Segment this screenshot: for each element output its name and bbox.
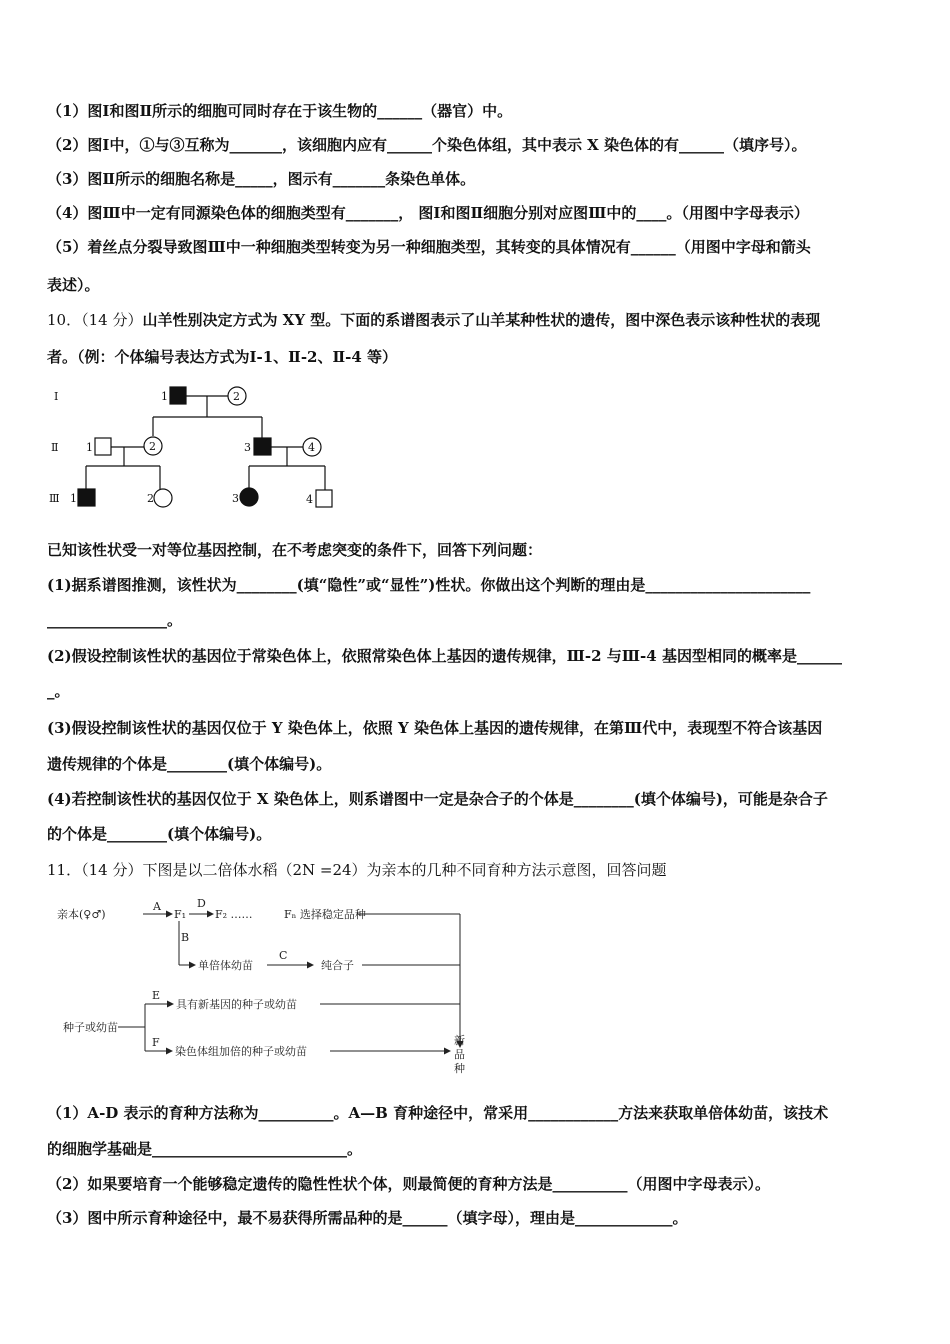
q11-stem: 下图是以二倍体水稻（2N =24）为亲本的几种不同育种方法示意图，回答问题: [142, 861, 667, 879]
q10-stem: 山羊性别决定方式为 XY 型。下面的系谱图表示了山羊某种性状的遗传，图中深色表示该种性状的表现: [142, 311, 821, 329]
II-3-affected-male: [254, 438, 271, 455]
q10-heading-line2: 者。（例：个体编号表达方式为Ⅰ-1、Ⅱ-2、Ⅱ-4 等）: [47, 348, 398, 366]
gen-I-label: Ⅰ: [54, 390, 59, 403]
q11-part2: （2）如果要培育一个能够稳定遗传的隐性性状个体，则最简便的育种方法是__________（用图中字母表示）。: [47, 1175, 770, 1193]
label-A: A: [153, 900, 161, 913]
II-3-number: 3: [244, 441, 251, 454]
pure-line: 纯合子: [321, 959, 354, 972]
III-3-affected-female: [240, 488, 258, 506]
I-1-affected-male: [170, 387, 186, 404]
III-4-number: 4: [306, 493, 313, 506]
III-1-affected-male: [78, 489, 95, 506]
q10-sub4-line1: (4)若控制该性状的基因仅位于 X 染色体上，则系谱图中一定是杂合子的个体是________(填个体编号)，可能是杂合子: [47, 790, 828, 808]
label-Fn: Fₙ 选择稳定品种: [284, 908, 366, 921]
new-gene-seedling: 具有新基因的种子或幼苗: [176, 998, 297, 1011]
breeding-diagram: [55, 893, 485, 1078]
label-F1: F₁: [174, 908, 187, 921]
q11-part1-line2: 的细胞学基础是__________________________。: [47, 1140, 363, 1158]
label-B: B: [181, 931, 190, 944]
III-1-number: 1: [70, 492, 77, 505]
q11-heading: [47, 859, 667, 880]
I-2-number: 2: [233, 390, 240, 403]
label-F2: F₂ ……: [215, 908, 253, 921]
q10-sub2-line1: (2)假设控制该性状的基因位于常染色体上，依照常染色体上基因的遗传规律，Ⅲ-2 与Ⅲ-4 基因型相同的概率是______: [47, 647, 842, 665]
q10-sub3-line2: 遗传规律的个体是________(填个体编号)。: [47, 755, 332, 773]
pedigree-chart: [40, 380, 360, 520]
parent-label: 亲本(♀♂): [57, 908, 106, 921]
III-3-number: 3: [232, 492, 239, 505]
q10-sub4-line2: 的个体是________(填个体编号)。: [47, 825, 272, 843]
q9-part4: （4）图Ⅲ中一定有同源染色体的细胞类型有_______， 图Ⅰ和图Ⅱ细胞分别对应图Ⅲ中的____。（用图中字母表示）: [47, 204, 809, 222]
q10-sub2-line2: _。: [47, 682, 70, 700]
q10-intro: 已知该性状受一对等位基因控制，在不考虑突变的条件下，回答下列问题：: [47, 541, 543, 559]
q9-part3: （3）图Ⅱ所示的细胞名称是_____，图示有_______条染色单体。: [47, 170, 476, 188]
q11-part1-line1: （1）A-D 表示的育种方法称为__________。A—B 育种途径中，常采用____________方法来获取单倍体幼苗，该技术: [47, 1104, 829, 1122]
q9-part5-line1: （5）着丝点分裂导致图Ⅲ中一种细胞类型转变为另一种细胞类型，其转变的具体情况有______（用图中字母和箭头: [47, 238, 811, 256]
III-2-number: 2: [147, 492, 154, 505]
II-1-number: 1: [86, 441, 93, 454]
III-2-female: [154, 489, 172, 507]
q9-part1: （1）图Ⅰ和图Ⅱ所示的细胞可同时存在于该生物的______（器官）中。: [47, 102, 513, 120]
seed-or-seedling: 种子或幼苗: [63, 1021, 118, 1034]
II-1-male: [95, 438, 111, 455]
label-D: D: [197, 897, 206, 910]
q11-part3: （3）图中所示育种途径中，最不易获得所需品种的是______（填字母），理由是_____________。: [47, 1209, 688, 1227]
q9-part2: （2）图Ⅰ中，①与③互称为_______，该细胞内应有______个染色体组，其中表示 X 染色体的有______（填序号）。: [47, 136, 807, 154]
doubled-seedling: 染色体组加倍的种子或幼苗: [175, 1045, 307, 1058]
gen-II-label: Ⅱ: [51, 441, 59, 454]
gen-III-label: Ⅲ: [49, 492, 60, 505]
label-C: C: [279, 949, 288, 962]
label-E: E: [152, 989, 161, 1002]
new-variety-char-2: 品: [454, 1048, 465, 1061]
II-2-number: 2: [149, 440, 156, 453]
q10-sub3-line1: (3)假设控制该性状的基因仅位于 Y 染色体上，依照 Y 染色体上基因的遗传规律，在第Ⅲ代中，表现型不符合该基因: [47, 719, 823, 737]
q10-heading: [47, 309, 820, 330]
label-F: F: [152, 1036, 160, 1049]
haploid-seedling: 单倍体幼苗: [198, 959, 253, 972]
q9-part5-line2: 表述）。: [47, 276, 100, 294]
q10-sub1-line1: (1)据系谱图推测，该性状为________(填“隐性”或“显性”)性状。你做出这个判断的理由是______________________: [47, 576, 811, 594]
q10-sub1-line2: ________________。: [47, 611, 183, 629]
III-4-male: [316, 490, 332, 507]
new-variety-char-1: 新: [454, 1034, 465, 1047]
I-1-number: 1: [161, 390, 168, 403]
new-variety-char-3: 种: [454, 1062, 465, 1075]
q10-number: 10．（14 分）: [47, 311, 143, 329]
q11-number: 11．（14 分）: [47, 861, 143, 879]
II-4-number: 4: [308, 441, 315, 454]
